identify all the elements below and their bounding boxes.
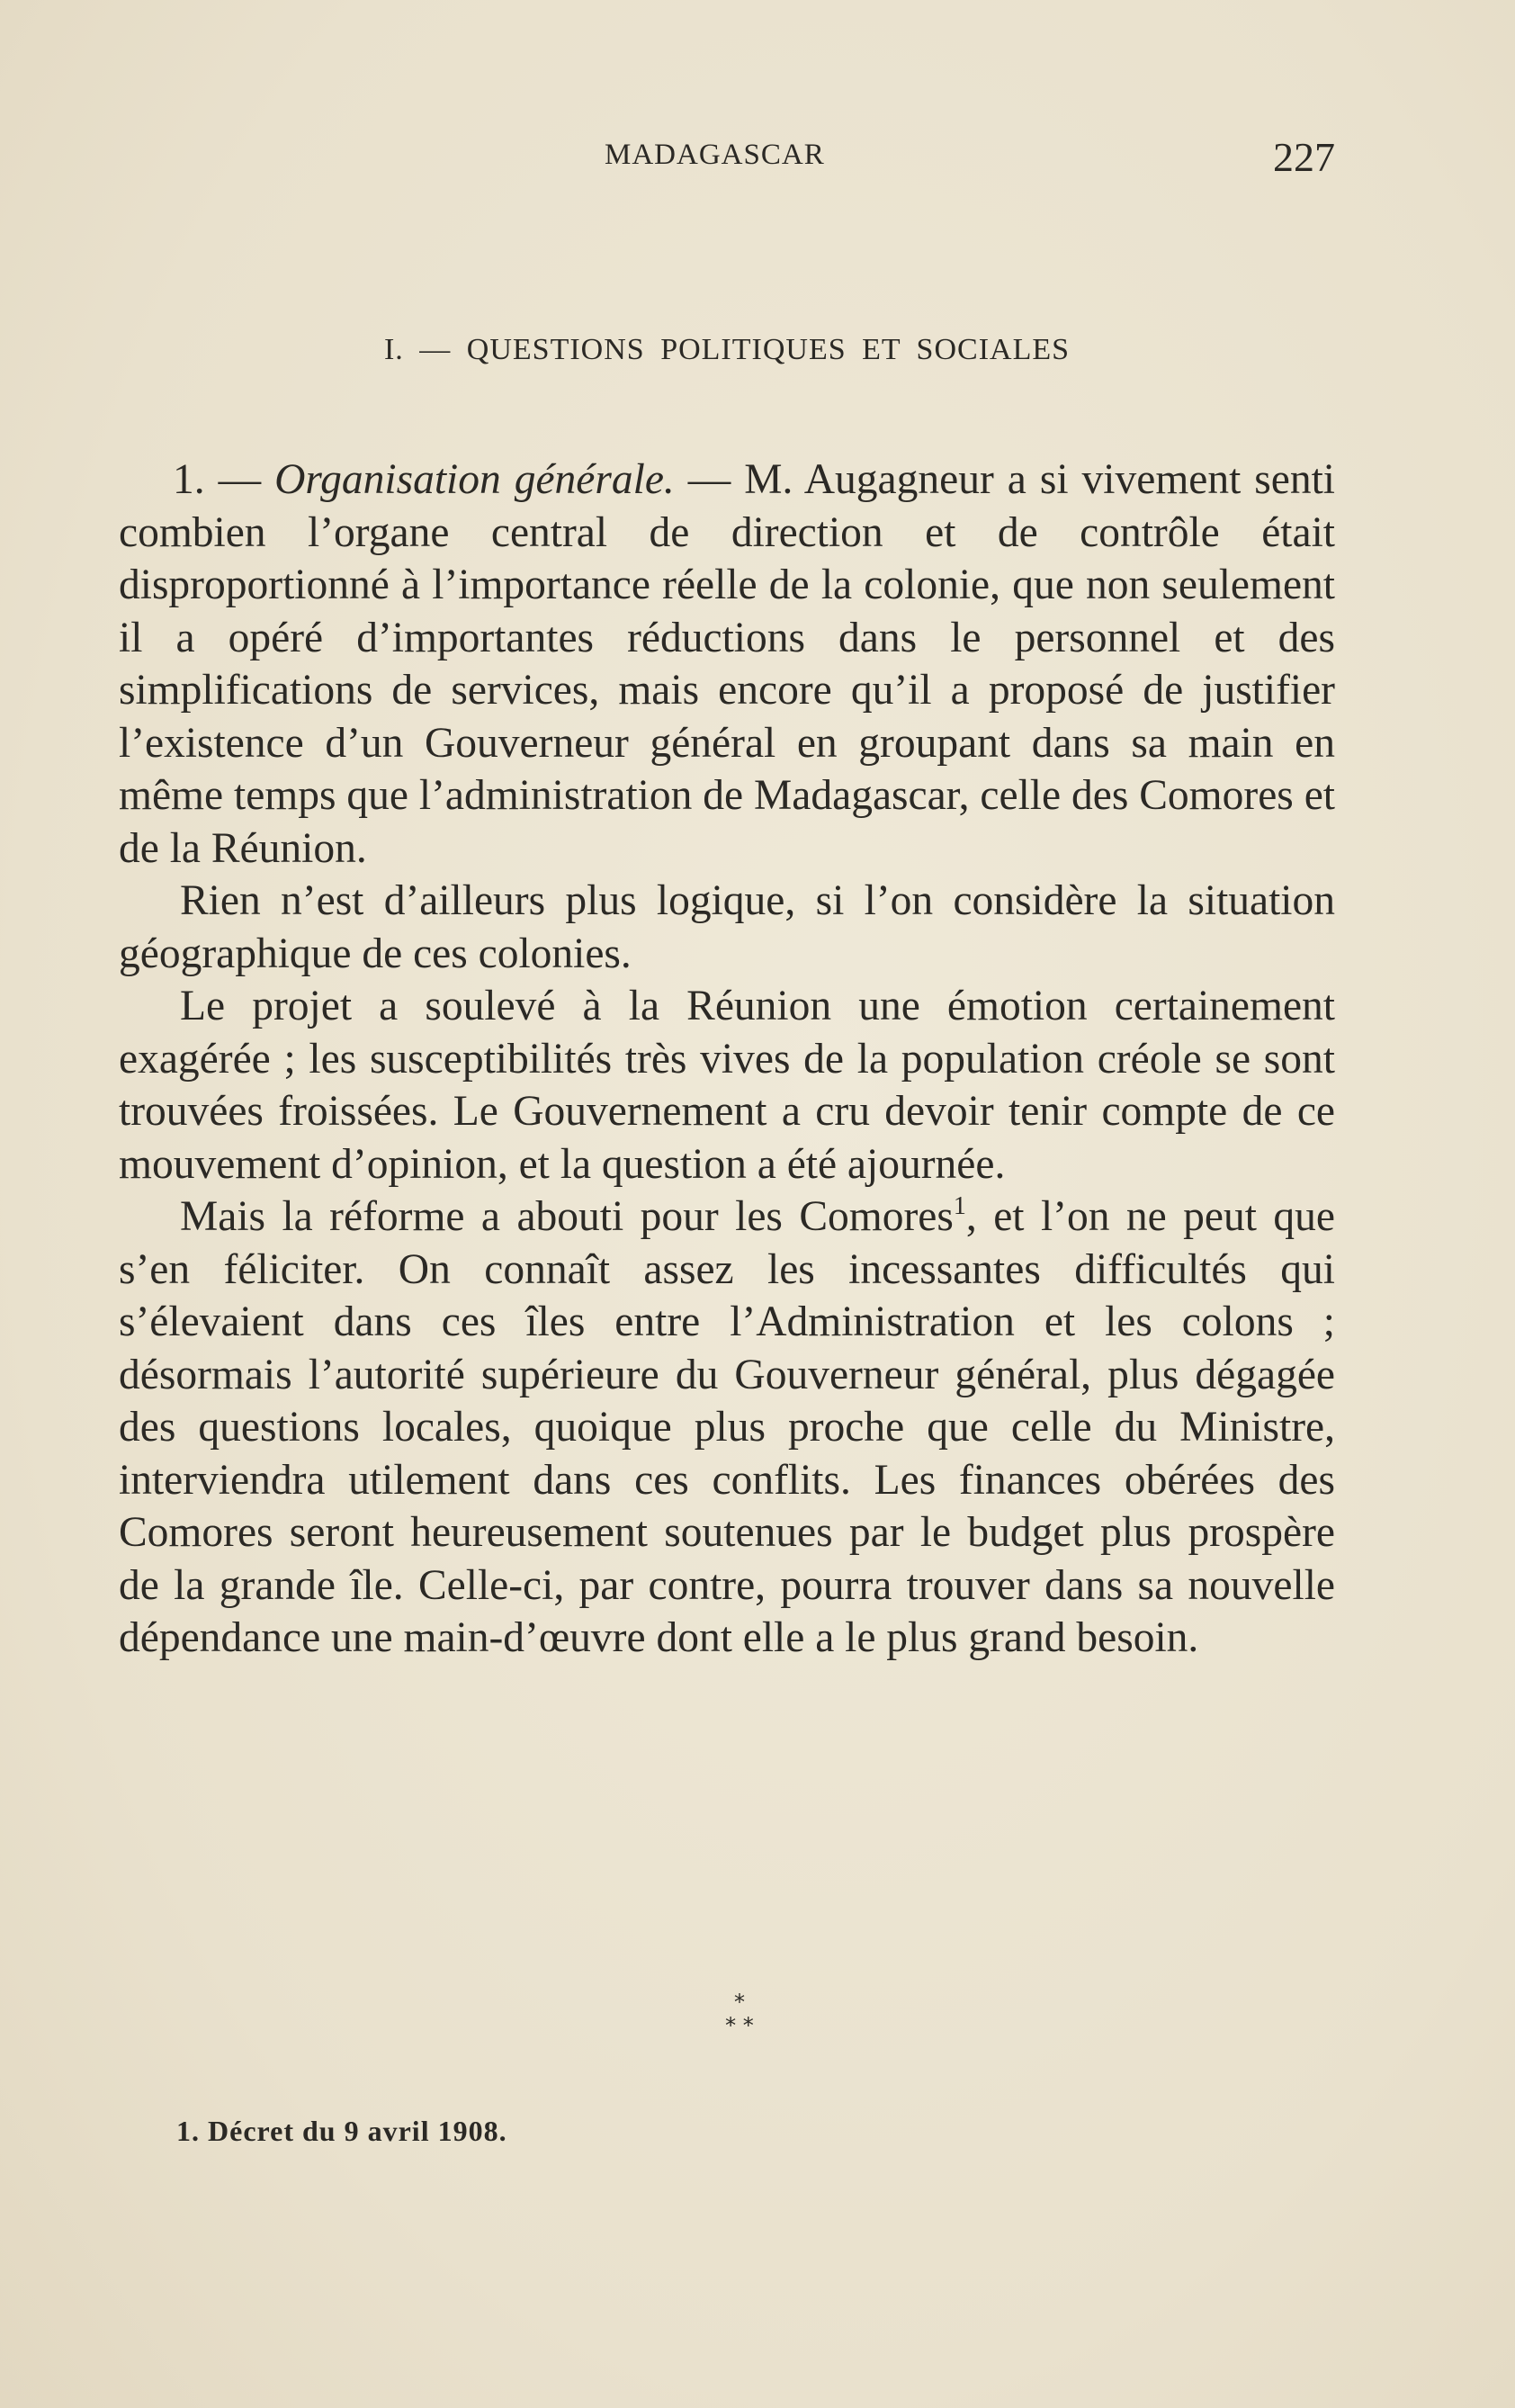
paragraph-heading: Organisation générale.: [274, 456, 675, 503]
asterism-ornament: [695, 1990, 784, 2037]
page-header: [119, 133, 1335, 187]
section-title: I. — QUESTIONS POLITIQUES ET SOCIALES: [383, 333, 1071, 366]
paragraph-number: 1. —: [173, 456, 275, 503]
running-head: MADAGASCAR: [605, 139, 825, 171]
paragraph-4-text-end: , et l’on ne peut que s’en féliciter. On connaît assez les incessantes difficultés qui s’élevaient dans ces îles entre l’Administration et les colons ; désormais l’autorité supérieure du Gouverneur général, plus dégagée des questions locales, quoique plus proche que celle du Ministre, interviendra utilement dans ces conflits. Les finances obérées des Comores seront heureusement soutenues par le budget plus prospère de la grande île. Celle-ci, par contre, pourra trouver dans sa nouvelle dépendance une main-d’œuvre dont elle a le plus grand besoin.: [119, 1193, 1335, 1661]
paragraph-1: [119, 454, 1335, 875]
footnote-reference[interactable]: 1: [953, 1192, 966, 1220]
paragraph-3: Le projet a soulevé à la Réunion une émotion certainement exagérée ; les susceptibilités très vives de la population créole se sont trouvées froissées. Le Gouvernement a cru devoir tenir compte de ce mouvement d’opinion, et la question a été ajournée.: [119, 983, 1335, 1188]
body-text: [119, 454, 1335, 1665]
asterism-top-star: *: [734, 1990, 745, 2015]
paragraph-4: [119, 1191, 1335, 1665]
page-number: 227: [1273, 134, 1335, 180]
paragraph-1-text: — M. Augagneur a si vivement senti combien l’organe central de direction et de contrôle était disproportionné à l’importance réelle de la colonie, que non seulement il a opéré d’importantes réductions dans le personnel et des simplifications de services, mais encore qu’il a proposé de justifier l’existence d’un Gouverneur général en groupant dans sa main en même temps que l’administration de Madagascar, celle des Comores et de la Réunion.: [119, 456, 1335, 872]
footnote: 1. Décret du 9 avril 1908.: [176, 2115, 507, 2147]
paragraph-2: Rien n’est d’ailleurs plus logique, si l’on considère la situation géographique de ces colonies.: [119, 877, 1335, 977]
asterism-bottom-stars: * *: [725, 2013, 754, 2038]
paragraph-4-text-start: Mais la réforme a abouti pour les Comores: [180, 1193, 954, 1240]
